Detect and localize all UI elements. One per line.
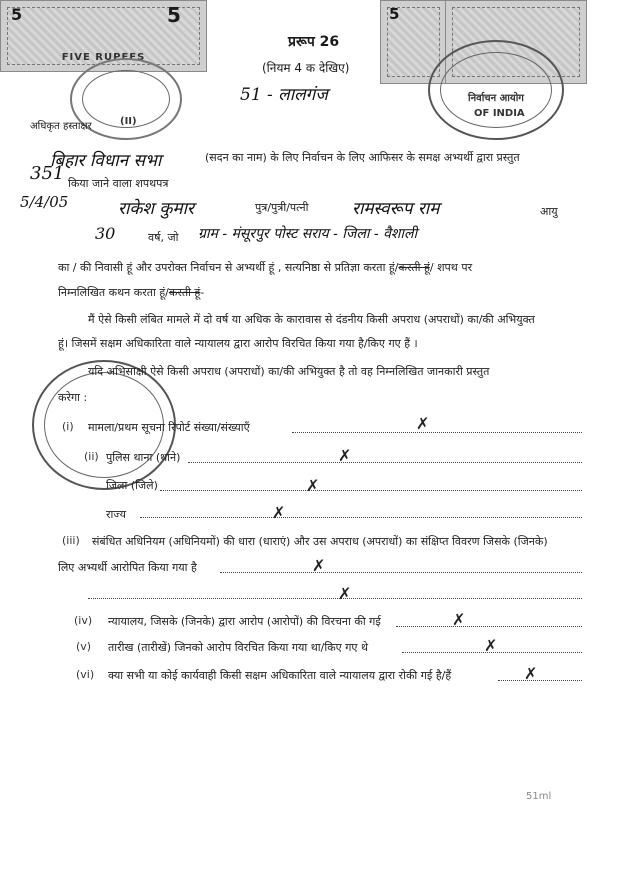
item-state-cross: ✗ — [272, 503, 286, 522]
section-iii-fill-line-1 — [220, 572, 582, 573]
house-name: बिहार विधान सभा — [50, 151, 162, 171]
age-label: आयु — [540, 205, 558, 218]
section-iv-fill-line — [396, 626, 582, 627]
section-v-label: (v) — [76, 640, 92, 653]
item-i-label: (i) — [62, 420, 74, 433]
item-i-cross: ✗ — [416, 414, 430, 433]
intro-line-6-text: निम्नलिखित कथन करता हूं/ — [58, 286, 169, 299]
item-state-text: राज्य — [106, 508, 127, 521]
stamp-value: FIVE RUPEES — [61, 52, 146, 63]
serial-number: 351 — [30, 163, 65, 184]
stamp-corner-number: 5 — [389, 5, 400, 23]
item-district-text: जिला (जिले) — [106, 479, 158, 492]
footer-scribble: 51ml — [526, 791, 552, 802]
intro-line-1: (सदन का नाम) के लिए निर्वाचन के लिए आफिसर के समक्ष अभ्यर्थी द्वारा प्रस्तुत — [205, 151, 520, 164]
seal-text: (II) — [120, 116, 137, 127]
para1-line2: हूं। जिसमें सक्षम अधिकारिता वाले न्यायालय द्वारा आरोप विरचित किया गया है/किए गए हैं । — [58, 337, 418, 350]
section-vi-label: (vi) — [76, 668, 95, 681]
seal-text: OF INDIA — [474, 108, 525, 119]
para1-line1: मैं ऐसे किसी लंबित मामले में दो वर्ष या अधिक के कारावास से दंडनीय किसी अपराध (अपराधों) का/की अभियुक्त — [88, 313, 535, 326]
years-label: वर्ष, जो — [148, 231, 179, 244]
serial-date: 5/4/05 — [20, 193, 69, 211]
section-vi-fill-line — [498, 680, 582, 681]
section-iii-cross-1: ✗ — [312, 556, 326, 575]
intro-line-5-text: का / की निवासी हूं और उपरोक्त निर्वाचन से अभ्यर्थी हूं , सत्यनिष्ठा से प्रतिज्ञा करता हूं/ — [58, 261, 399, 274]
section-v-cross: ✗ — [484, 636, 498, 655]
relation-label: पुत्र/पुत्री/पत्नी — [255, 201, 309, 214]
section-iii-label: (iii) — [62, 534, 80, 547]
seal-text: निर्वाचन आयोग — [468, 93, 524, 104]
section-iii-fill-line-2 — [88, 598, 582, 599]
stamp-number: 5 — [167, 3, 181, 27]
item-ii-text: पुलिस थाना (थाने) — [106, 451, 181, 464]
item-district-cross: ✗ — [306, 476, 320, 495]
section-iii-cross-2: ✗ — [338, 584, 352, 603]
form-number: प्ररूप 26 — [288, 34, 340, 50]
struck-option: करती हूं — [398, 261, 430, 274]
section-v-text: तारीख (तारीखें) जिनको आरोप विरचित किया गया था/किए गए थे — [108, 641, 369, 654]
item-i-fill-line — [292, 432, 582, 433]
item-district-fill-line — [160, 490, 582, 491]
item-i-text: मामला/प्रथम सूचना रिपोर्ट संख्या/संख्याएँ — [88, 421, 250, 434]
intro-line-6-end: - — [200, 286, 205, 299]
intro-line-5-end: शपथ पर — [437, 261, 473, 274]
section-iii-line1: संबंधित अधिनियम (अधिनियमों) की धारा (धाराएं) और उस अपराध (अपराधों) का संक्षिप्त विवरण जिसके (जिनके) — [92, 535, 548, 548]
intro-line-2: किया जाने वाला शपथपत्र — [68, 177, 169, 190]
section-vi-text: क्या सभी या कोई कार्यवाही किसी सक्षम अधिकारिता वाले न्यायालय द्वारा रोकी गई है/हैं — [108, 669, 452, 682]
item-state-fill-line — [140, 517, 582, 518]
stamp-corner-number: 5 — [11, 5, 23, 24]
struck-option: करती हूं — [168, 286, 201, 299]
father-name: रामस्वरूप राम — [352, 199, 440, 219]
constituency: 51 - लालगंज — [240, 85, 328, 105]
seal-right — [428, 40, 564, 140]
section-iv-text: न्यायालय, जिसके (जिनके) द्वारा आरोप (आरोपों) की विरचना की गई — [108, 615, 381, 628]
section-iii-line2: लिए अभ्यर्थी आरोपित किया गया है — [58, 561, 197, 574]
age-value: 30 — [95, 224, 116, 243]
item-ii-fill-line — [188, 462, 582, 463]
form-rule: (नियम 4 क देखिए) — [262, 61, 350, 75]
intro-line-6 — [58, 285, 204, 300]
para2-line1: यदि अभिसाक्षी ऐसे किसी अपराध (अपराधों) का/की अभियुक्त है तो वह निम्नलिखित जानकारी प्रस्तुत — [88, 365, 490, 378]
item-ii-label: (ii) — [84, 450, 99, 463]
section-iv-cross: ✗ — [452, 610, 466, 629]
item-ii-cross: ✗ — [338, 446, 352, 465]
section-iv-label: (iv) — [74, 614, 93, 627]
address: ग्राम - मंसूरपुर पोस्ट सराय - जिला - वैशाली — [198, 226, 418, 242]
intro-line-5: का / की निवासी हूं और उपरोक्त निर्वाचन से अभ्यर्थी हूं , सत्यनिष्ठा से प्रतिज्ञा करता हूं/करती हूं/ शपथ पर — [58, 261, 473, 274]
deponent-name: राकेश कुमार — [118, 199, 194, 219]
para2-line2: करेगा : — [58, 391, 88, 404]
stamp-caption: अधिकृत हस्ताक्षर — [30, 121, 92, 132]
section-vi-cross: ✗ — [524, 664, 538, 683]
